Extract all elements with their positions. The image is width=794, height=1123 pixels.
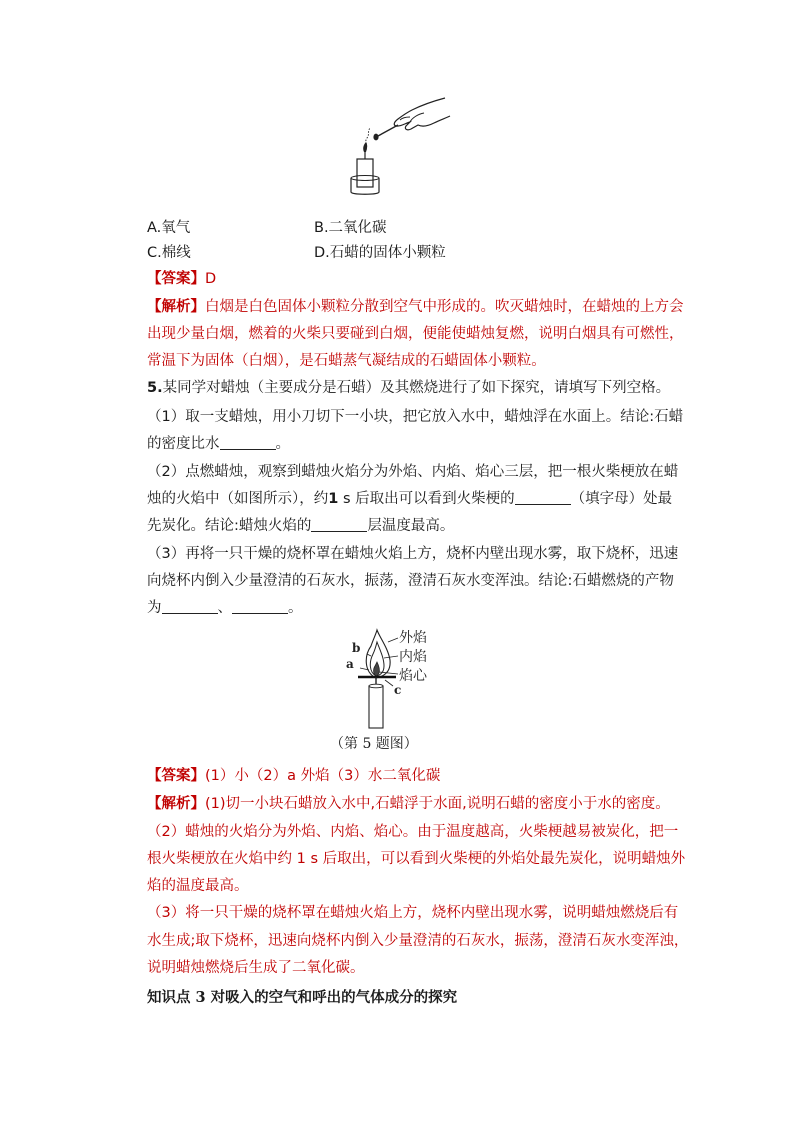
label-outer-flame: 外焰 — [399, 630, 427, 646]
q4-analysis-line-3: 常温下为固体（白烟），是石蜡蒸气凝结成的石蜡固体小颗粒。 — [147, 353, 546, 369]
answer-blank — [162, 599, 218, 614]
q5-analysis-line-5: （3）将一只干燥的烧杯罩在蜡烛火焰上方，烧杯内壁出现水雾，说明蜡烛燃烧后有 — [147, 905, 679, 921]
option-a: A.氧气 — [147, 220, 191, 236]
candle-relight-figure — [340, 92, 460, 204]
answer-blank — [220, 435, 276, 450]
letter-b: b — [352, 641, 361, 655]
answer-text: (1）小（2）a 外焰（3）水二氧化碳 — [205, 768, 441, 784]
q5-analysis-line-1: 【解析】(1)切一小块石蜡放入水中,石蜡浮于水面,说明石蜡的密度小于水的密度。 — [147, 796, 670, 812]
letter-a: a — [346, 657, 354, 671]
label-flame-core: 焰心 — [399, 668, 427, 684]
option-d: D.石蜡的固体小颗粒 — [314, 245, 446, 261]
q4-answer — [147, 269, 216, 289]
q5-part2-line-2: 烛的火焰中（如图所示），约1 s 后取出可以看到火柴梗的 （填字母）处最 — [147, 491, 673, 507]
analysis-tag: 【解析】 — [147, 299, 205, 315]
q4-analysis-line-2: 出现少量白烟，燃着的火柴只要碰到白烟，便能使蜡烛复燃，说明白烟具有可燃性， — [147, 326, 684, 342]
q5-part1-line-1: （1）取一支蜡烛，用小刀切下一小块，把它放入水中，蜡烛浮在水面上。结论:石蜡 — [147, 409, 684, 425]
option-c: C.棉线 — [147, 245, 191, 261]
label-inner-flame: 内焰 — [399, 649, 427, 665]
q5-analysis-line-6: 水生成;取下烧杯，迅速向烧杯内倒入少量澄清的石灰水，振荡，澄清石灰水变浑浊， — [147, 933, 689, 949]
q5-stem: 5.某同学对蜡烛（主要成分是石蜡）及其燃烧进行了如下探究，请填写下列空格。 — [147, 380, 671, 396]
q5-answer — [147, 766, 440, 786]
q5-part3-line-3: 为 、 。 — [147, 600, 303, 616]
q5-part3-line-2: 向烧杯内倒入少量澄清的石灰水，振荡，澄清石灰水变浑浊。结论:石蜡燃烧的产物 — [147, 573, 674, 589]
option-b: B.二氧化碳 — [314, 220, 387, 236]
answer-tag: 【答案】 — [147, 271, 205, 287]
q5-part1-line-2: 的密度比水 。 — [147, 436, 290, 452]
figure-caption: （第 5 题图） — [330, 736, 418, 752]
q5-analysis-line-4: 焰的温度最高。 — [147, 878, 249, 894]
candle-flame-diagram — [338, 628, 448, 732]
question-number: 5. — [147, 380, 163, 396]
letter-c: c — [394, 683, 402, 697]
answer-blank — [232, 599, 288, 614]
answer-text: D — [205, 271, 217, 287]
q5-analysis-line-3: 根火柴梗放在火焰中约 1 s 后取出，可以看到火柴梗的外焰处最先炭化，说明蜡烛外 — [147, 851, 686, 867]
section-heading: 知识点 3 对吸入的空气和呼出的气体成分的探究 — [147, 989, 458, 1006]
hand-match-candle-illustration — [340, 92, 460, 204]
q5-analysis-line-7: 说明蜡烛燃烧后生成了二氧化碳。 — [147, 960, 365, 976]
q5-part2-line-1: （2）点燃蜡烛，观察到蜡烛火焰分为外焰、内焰、焰心三层，把一根火柴梗放在蜡 — [147, 464, 679, 480]
q5-analysis-line-2: （2）蜡烛的火焰分为外焰、内焰、焰心。由于温度越高，火柴梗越易被炭化，把一 — [147, 824, 679, 840]
q5-part2-line-3: 先炭化。结论:蜡烛火焰的 层温度最高。 — [147, 518, 455, 534]
answer-blank — [515, 490, 571, 505]
answer-tag: 【答案】 — [147, 768, 205, 784]
q5-part3-line-1: （3）再将一只干燥的烧杯罩在蜡烛火焰上方，烧杯内壁出现水雾，取下烧杯，迅速 — [147, 546, 679, 562]
q4-analysis-line-1: 【解析】白烟是白色固体小颗粒分散到空气中形成的。吹灭蜡烛时，在蜡烛的上方会 — [147, 299, 684, 315]
analysis-tag: 【解析】 — [147, 796, 205, 812]
flame-layers-illustration — [338, 628, 448, 732]
answer-blank — [311, 517, 367, 532]
